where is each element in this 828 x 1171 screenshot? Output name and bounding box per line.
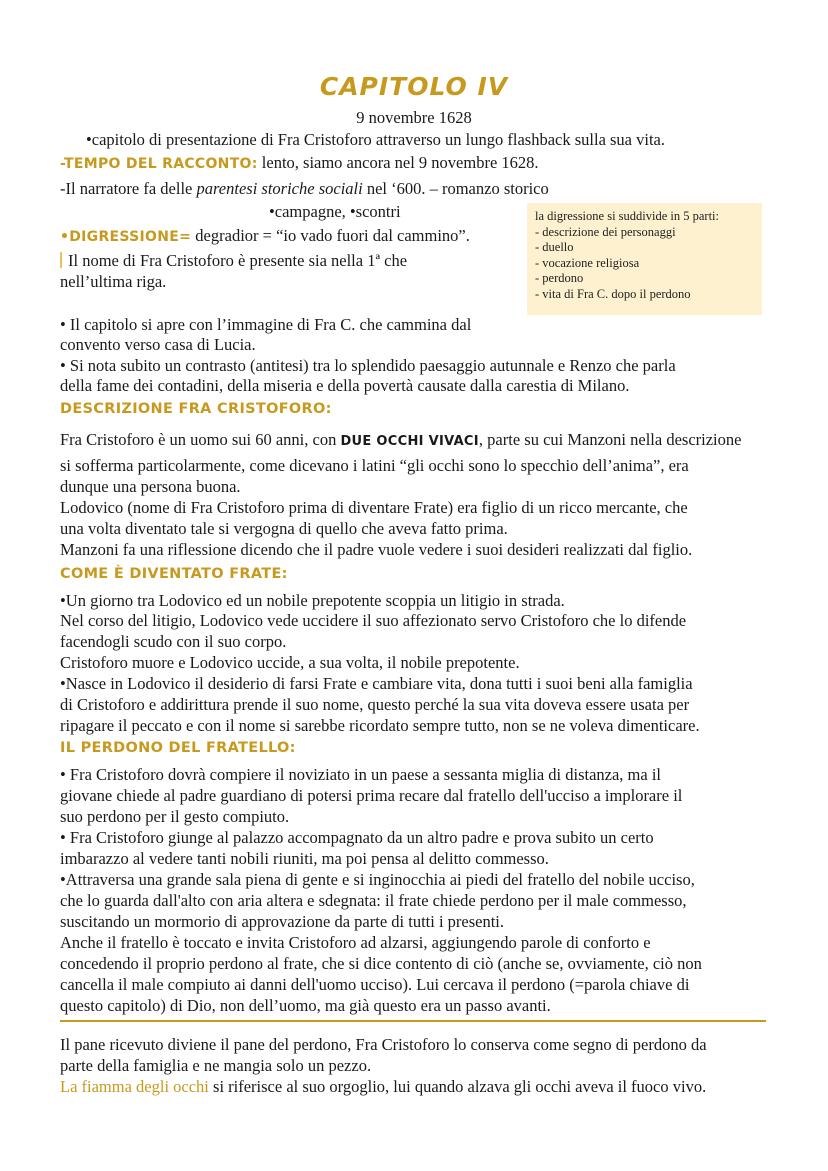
note-item: - vita di Fra C. dopo il perdono <box>535 286 691 301</box>
descrizione-line: si sofferma particolarmente, come dicevano i latini “gli occhi sono lo specchio dell’anima”, era <box>60 456 689 475</box>
heading-perdono: IL PERDONO DEL FRATELLO: <box>60 740 296 756</box>
tempo-line <box>60 153 539 174</box>
digressione-label: •DIGRESSIONE= <box>60 229 192 245</box>
note-item: - vocazione religiosa <box>535 255 640 270</box>
fiamma-line: La fiamma degli occhi si riferisce al suo orgoglio, lui quando alzava gli occhi aveva il fuoco vivo. <box>60 1077 707 1096</box>
chapter-title: CAPITOLO IV <box>319 72 509 101</box>
occhi-vivaci: DUE OCCHI VIVACI <box>340 434 479 449</box>
fiamma-highlight: La fiamma degli occhi <box>60 1077 209 1096</box>
note-item: - descrizione dei personaggi <box>535 224 676 239</box>
frate-line: Nel corso del litigio, Lodovico vede uccidere il suo affezionato servo Cristoforo che lo difende <box>60 611 687 630</box>
section-divider <box>60 1020 766 1022</box>
nome-line-1: Il nome di Fra Cristoforo è presente sia nella 1ª che <box>60 251 407 271</box>
digressione-line <box>60 226 470 247</box>
intro-line: •capitolo di presentazione di Fra Cristoforo attraverso un lungo flashback sulla sua vita. <box>86 130 665 149</box>
apertura-line: • Il capitolo si apre con l’immagine di Fra C. che cammina dal <box>60 315 472 334</box>
pane-line: parte della famiglia e ne mangia solo un pezzo. <box>60 1056 372 1075</box>
note-title: la digressione si suddivide in 5 parti: <box>535 209 720 223</box>
note-item: - duello <box>535 240 574 254</box>
campagne-line: •campagne, •scontri <box>269 202 401 221</box>
digressione-text: degradior = “io vado fuori dal cammino”. <box>191 226 470 245</box>
narratore-italic: parentesi storiche sociali <box>196 179 363 198</box>
perdono-line: suo perdono per il gesto compiuto. <box>60 807 290 826</box>
apertura-line: • Si nota subito un contrasto (antitesi) tra lo splendido paesaggio autunnale e Renzo che parla <box>60 356 676 375</box>
apertura-line: della fame dei contadini, della miseria e della povertà causate dalla carestia di Milano. <box>60 376 630 395</box>
perdono-line: suscitando un mormorio di approvazione da parte di tutti i presenti. <box>60 912 505 931</box>
chapter-date: 9 novembre 1628 <box>356 108 472 127</box>
frate-line: facendogli scudo con il suo corpo. <box>60 632 287 651</box>
tempo-label: -TEMPO DEL RACCONTO: <box>60 156 258 172</box>
perdono-line: • Fra Cristoforo dovrà compiere il noviziato in un paese a sessanta miglia di distanza, ma il <box>60 765 661 784</box>
perdono-line: •Attraversa una grande sala piena di gente e si inginocchia ai piedi del fratello del nobile ucciso, <box>60 870 695 889</box>
perdono-line: • Fra Cristoforo giunge al palazzo accompagnato da un altro padre e prova subito un certo <box>60 828 654 847</box>
perdono-line: Anche il fratello è toccato e invita Cristoforo ad alzarsi, aggiungendo parole di conforto e <box>60 933 651 952</box>
descrizione-line: dunque una persona buona. <box>60 477 241 496</box>
nome-line-2: nell’ultima riga. <box>60 272 167 291</box>
narratore-pre: -Il narratore fa delle <box>60 179 197 198</box>
heading-descrizione: DESCRIZIONE FRA CRISTOFORO: <box>60 401 332 417</box>
frate-line: •Un giorno tra Lodovico ed un nobile prepotente scoppia un litigio in strada. <box>60 591 565 610</box>
highlight-bar <box>60 252 62 268</box>
perdono-line: che lo guarda dall'alto con aria altera e sdegnata: il frate chiede perdono per il male commesso, <box>60 891 687 910</box>
frate-line: ripagare il peccato e con il nome si sarebbe ricordato sempre tutto, non se ne voleva dimenticare. <box>60 716 700 735</box>
perdono-line: questo capitolo) di Dio, non dell’uomo, ma già questo era un passo avanti. <box>60 996 551 1015</box>
narratore-post: nel ‘600. – romanzo storico <box>362 179 549 198</box>
descrizione-line: Lodovico (nome di Fra Cristoforo prima di diventare Frate) era figlio di un ricco mercante, che <box>60 498 688 517</box>
descrizione-line: Manzoni fa una riflessione dicendo che il padre vuole vedere i suoi desideri realizzati dal figlio. <box>60 540 693 559</box>
digressione-note <box>527 203 762 315</box>
perdono-line: cancella il male compiuto ai danni dell'uomo ucciso). Lui cercava il perdono (=parola chiave di <box>60 975 690 994</box>
narratore-line <box>60 179 549 199</box>
perdono-line: giovane chiede al padre guardiano di potersi prima recare dal fratello dell'ucciso a implorare il <box>60 786 683 805</box>
descrizione-first-line: Fra Cristoforo è un uomo sui 60 anni, con DUE OCCHI VIVACI, parte su cui Manzoni nella descrizione <box>60 430 742 449</box>
frate-line: •Nasce in Lodovico il desiderio di farsi Frate e cambiare vita, dona tutti i suoi beni alla famiglia <box>60 674 693 693</box>
note-item: - perdono <box>535 271 584 285</box>
heading-frate: COME È DIVENTATO FRATE: <box>60 566 288 582</box>
descrizione-line: una volta diventato tale si vergogna di quello che aveva fatto prima. <box>60 519 508 538</box>
tempo-text: lento, siamo ancora nel 9 novembre 1628. <box>257 153 539 172</box>
frate-line: di Cristoforo e addirittura prende il suo nome, questo perché la sua vita doveva essere usata per <box>60 695 690 714</box>
apertura-line: convento verso casa di Lucia. <box>60 335 256 354</box>
pane-line: Il pane ricevuto diviene il pane del perdono, Fra Cristoforo lo conserva come segno di perdono da <box>60 1035 707 1054</box>
frate-line: Cristoforo muore e Lodovico uccide, a sua volta, il nobile prepotente. <box>60 653 520 672</box>
perdono-line: concedendo il proprio perdono al frate, che si dice contento di ciò (anche se, ovviamente, ciò non <box>60 954 702 973</box>
perdono-line: imbarazzo al vedere tanti nobili riuniti, ma poi pensa al delitto commesso. <box>60 849 549 868</box>
